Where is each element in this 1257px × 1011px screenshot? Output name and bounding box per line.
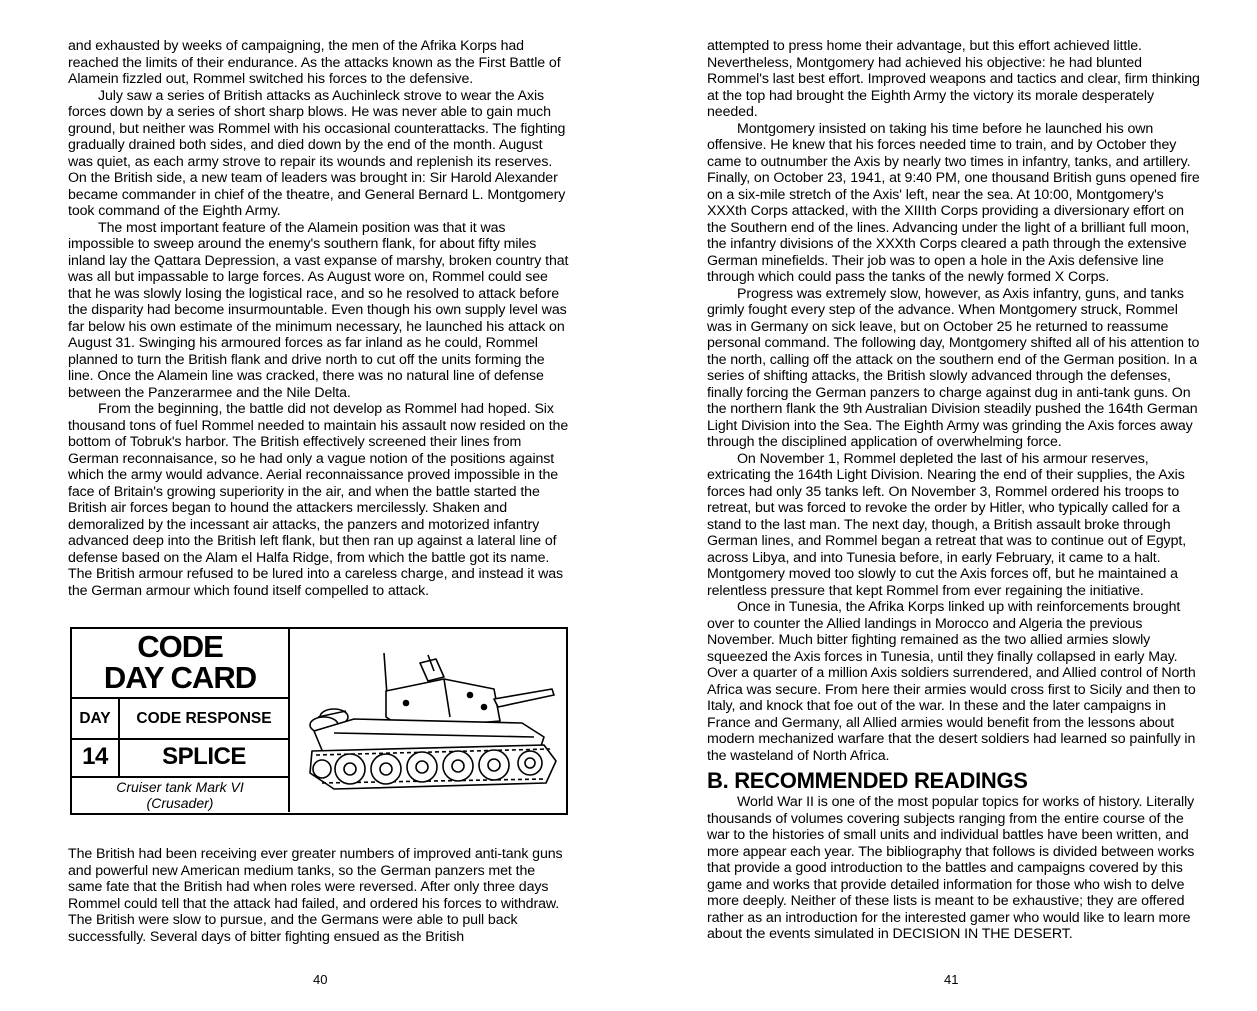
left-page-text-column xyxy=(68,38,570,599)
crusader-tank-icon xyxy=(294,633,564,809)
paragraph: attempted to press home their advantage, but this effort achieved little. Nevertheless, Montgomery had achieved his objective: he had blunted Rommel's last best effort. Improved weapons and tactics and clear, firm thinking at the top had brought the Eighth Army the victory its morale desperately needed. xyxy=(707,38,1200,120)
code-response-header: CODE RESPONSE xyxy=(136,709,272,727)
day-header: DAY xyxy=(79,709,111,727)
paragraph: Progress was extremely slow, however, as Axis infantry, guns, and tanks grimly fought every step of the advance. When Montgomery struck, Rommel was in Germany on sick leave, but on October 25 he returned to reassume personal command. The following day, Montgomery shifted all of his attention to the north, calling off the attack on the southern end of the German position. In a series of shifting attacks, the British slowly advanced through the defenses, finally forcing the German panzers to charge against dug in anti-tank guns. On the northern flank the 9th Australian Division steadily pushed the 164th German Light Division into the Sea. The Eighth Army was grinding the Axis forces away through the disciplined application of overwhelming force. xyxy=(707,285,1200,450)
recommended-readings-text xyxy=(707,794,1205,943)
code-card-title xyxy=(72,631,288,693)
code-day-card xyxy=(70,627,568,815)
tank-caption xyxy=(72,779,288,811)
right-page-text-column xyxy=(707,38,1205,764)
paragraph: The British had been receiving ever greater numbers of improved anti-tank guns and powerful new American medium tanks, so the German panzers met the same fate that the British had when roles were reversed. After only three days Rommel could tell that the attack had failed, and ordered his forces to withdraw. The British were slow to pursue, and the Germans were able to pull back successfully. Several days of bitter fighting ensued as the British xyxy=(68,846,563,945)
page-number-left: 40 xyxy=(313,972,328,987)
tank-caption-line1: Cruiser tank Mark VI xyxy=(116,779,244,795)
paragraph: Once in Tunesia, the Afrika Korps linked up with reinforcements brought over to counter the Allied landings in Morocco and Algeria the previous November. Much bitter fighting remained as the two allied armies slowly squeezed the Axis forces in Tunesia, until they finally collapsed in early May. Over a quarter of a million Axis soldiers surrendered, and Allied control of North Africa was secure. From here their armies would cross first to Sicily and then to Italy, and knock that foe out of the war. In these and the later campaigns in France and Germany, all Allied armies would benefit from the lessons about modern mechanized warfare that the desert soldiers had learned so painfully in the wasteland of North Africa. xyxy=(707,599,1196,764)
page-number-right: 41 xyxy=(944,972,959,987)
paragraph: From the beginning, the battle did not develop as Rommel had hoped. Six thousand tons of fuel Rommel needed to maintain his assault now resided on the bottom of Tobruk's harbor. The British effectively screened their lines from German reconnaisance, so he had only a vague notion of the positions against which the army would advance. Aerial reconnaissance proved impossible in the face of Britain's growing superiority in the air, and when the battle started the British air forces began to hound the attackers mercilessly. Shaken and demoralized by the incessant air attacks, the panzers and motorized infantry advanced deep into the British left flank, but then ran up against a lateral line of defense based on the Alam el Halfa Ridge, from which the battle got its name. The British armour refused to be lured into a careless charge, and instead it was the German armour which found itself compelled to attack. xyxy=(68,401,569,599)
paragraph: The most important feature of the Alamein position was that it was impossible to sweep around the enemy's southern flank, for about fifty miles inland lay the Qattara Depression, a vast expanse of marshy, broken country that was all but impassable to large forces. As August wore on, Rommel could see that he was slowly losing the logistical race, and so he resolved to attack before the disparity had become insurmountable. Even though his own supply level was far below his own estimate of the minimum necessary, he launched his attack on August 31. Swinging his armoured forces as far inland as he could, Rommel planned to turn the British flank and drive north to cut off the units forming the line. Once the Alamein line was cracked, there was no natural line of defense between the Panzerarmee and the Nile Delta. xyxy=(68,219,569,401)
left-page xyxy=(0,0,628,1011)
tank-caption-line2: (Crusader) xyxy=(146,795,214,811)
day-value: 14 xyxy=(82,743,108,770)
paragraph: On November 1, Rommel depleted the last of his armour reserves, extricating the 164th Light Division. Nearing the end of their supplies, the Axis forces had only 35 tanks left. On November 3, Rommel ordered his troops to retreat, but was forced to revoke the order by Hitler, who typically called for a stand to the last man. The next day, though, a British assault broke through German lines, and Rommel began a retreat that was to continue out of Egypt, across Libya, and into Tunesia before, in early February, it came to a halt. Montgomery moved too slowly to cut the Axis forces off, but he maintained a relentless pressure that kept Rommel from ever regaining the initiative. xyxy=(707,450,1187,599)
code-card-title-line2: DAY CARD xyxy=(103,660,257,695)
code-card-table xyxy=(72,629,290,812)
paragraph: Montgomery insisted on taking his time before he launched his own offensive. He knew that his forces needed time to train, and by October they came to outnumber the Axis by nearly two times in infantry, tanks, and artillery. Finally, on October 23, 1941, at 9:40 PM, one thousand British guns opened fire on a six-mile stretch of the Axis' left, near the sea. At 10:00, Montgomery's XXXth Corps attacked, with the XIIIth Corps providing a diversionary effort on the Southern end of the lines. Advancing under the light of a brilliant full moon, the infantry divisions of the XXXth Corps cleared a path through the extensive German minefields. Their job was to open a hole in the Axis defensive line through which could pass the tanks of the newly formed X Corps. xyxy=(707,120,1200,285)
code-response-value: SPLICE xyxy=(162,743,246,770)
left-page-bottom-text xyxy=(68,846,570,945)
code-card-title-line1: CODE xyxy=(137,629,223,664)
paragraph: July saw a series of British attacks as Auchinleck strove to wear the Axis forces down by a series of short sharp blows. He was never able to gain much ground, but neither was Rommel with his occasional counterattacks. The fighting gradually drained both sides, and died down by the end of the month. August was quiet, as each army strove to repair its wounds and replenish its reserves. On the British side, a new team of leaders was brought in: Sir Harold Alexander became commander in chief of the theatre, and General Bernard L. Montgomery took command of the Eighth Army. xyxy=(68,87,566,219)
divider xyxy=(72,776,288,778)
paragraph: World War II is one of the most popular topics for works of history. Literally thousands of volumes covering subjects ranging from the entire course of the war to the histories of small units and individual battles have been written, and more appear each year. The bibliography that follows is divided between works that provide a good introduction to the battles and campaigns covered by this game and works that provide detailed information for those who wish to delve more deeply. Neither of these lists is meant to be exhaustive; they are offered rather as an introduction for the interested gamer who would like to learn more about the events simulated in DECISION IN THE DESERT. xyxy=(707,794,1195,942)
section-heading: B. RECOMMENDED READINGS xyxy=(707,768,1028,793)
paragraph: and exhausted by weeks of campaigning, the men of the Afrika Korps had reached the limits of their endurance. As the attacks known as the First Battle of Alamein fizzled out, Rommel switched his forces to the defensive. xyxy=(68,38,561,87)
